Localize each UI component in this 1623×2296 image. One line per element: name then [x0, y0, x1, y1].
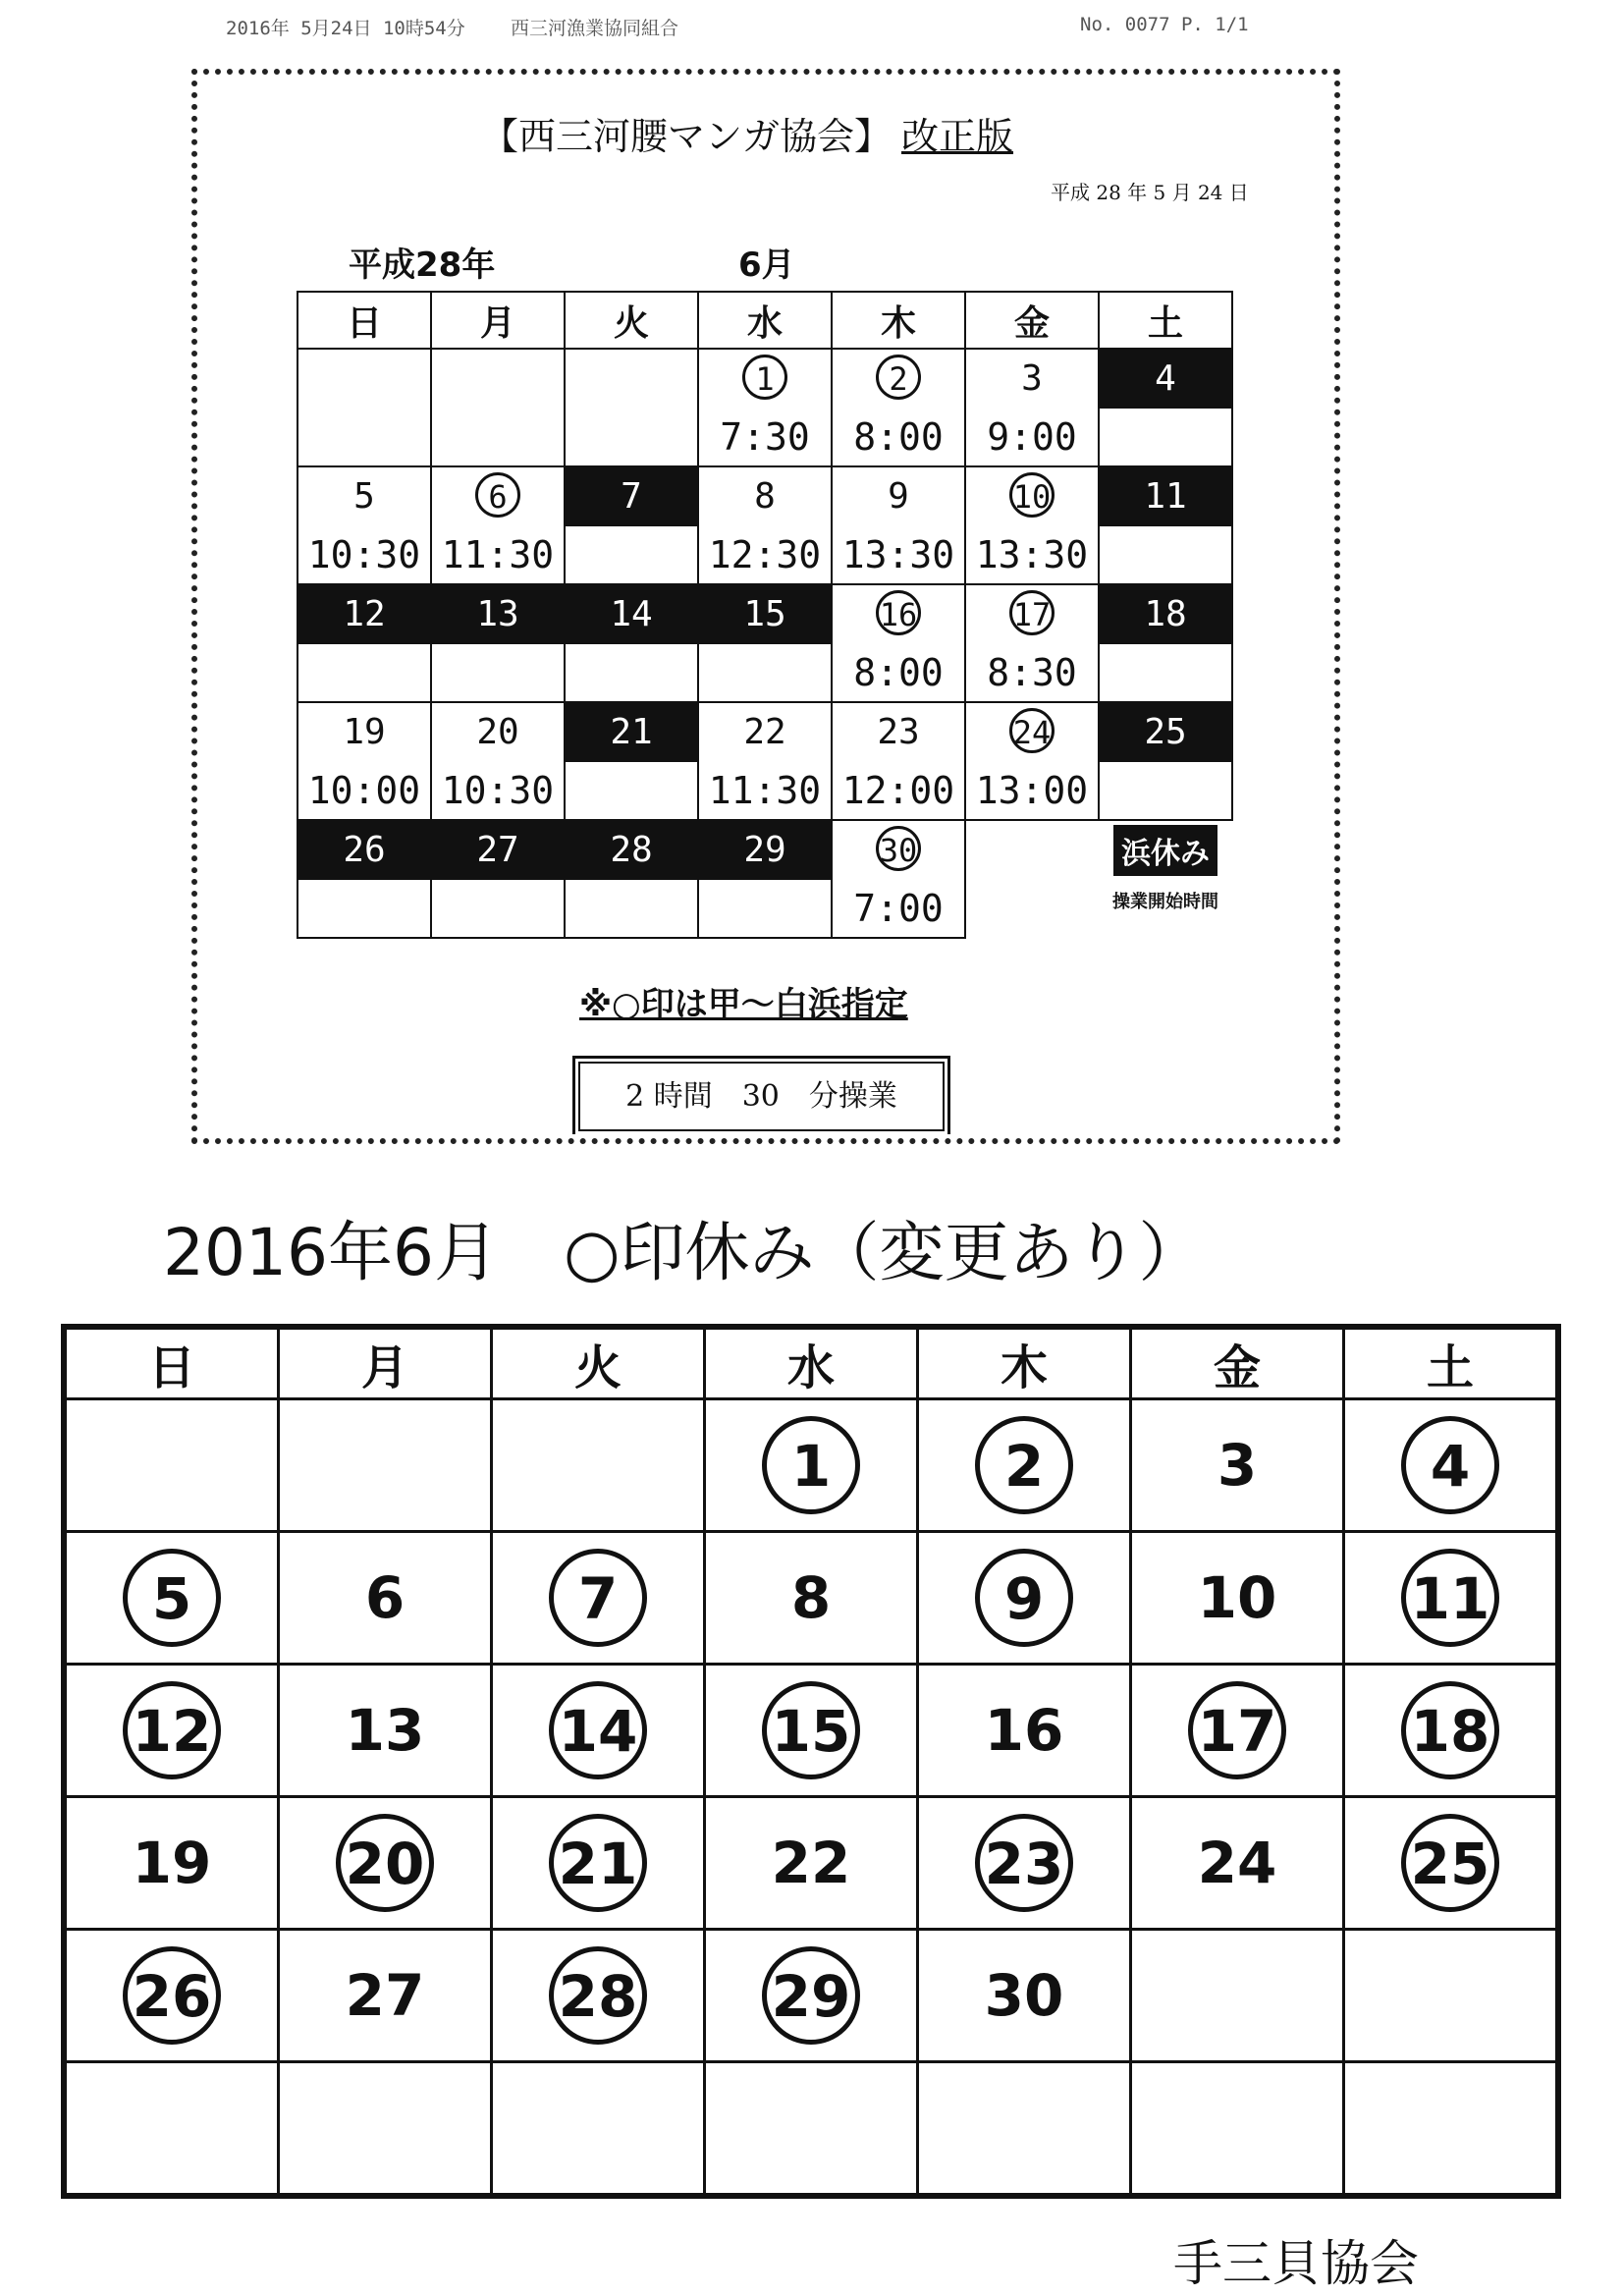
week-row [298, 820, 1232, 938]
start-time: 13:30 [975, 533, 1089, 576]
weekday-header: 土 [1344, 1327, 1559, 1399]
notice-date: 平成 28 年 5 月 24 日 [1051, 181, 1249, 204]
day-cell [705, 1930, 918, 2062]
holiday-calendar [61, 1324, 1561, 2199]
day-number: 27 [432, 821, 564, 880]
start-time [1100, 526, 1231, 583]
holiday-circle: 14 [549, 1681, 647, 1779]
day-cell [492, 1665, 705, 1797]
day-cell [431, 349, 565, 466]
day-cell [698, 349, 832, 466]
start-time [699, 880, 831, 937]
day-number: 4 [1100, 350, 1231, 409]
start-time: 11:30 [708, 769, 822, 812]
association-name: 手三貝協会 [1173, 2235, 1419, 2292]
weekday-header: 水 [705, 1327, 918, 1399]
day-cell [565, 820, 698, 938]
start-time: 7:30 [720, 415, 810, 459]
empty-cell [965, 820, 1099, 938]
start-time [1100, 762, 1231, 819]
start-time [1100, 409, 1231, 465]
day-cell [1344, 1930, 1559, 2062]
day-cell [832, 466, 965, 584]
day-cell [705, 1665, 918, 1797]
day-cell [1131, 1665, 1344, 1797]
day-number: 29 [699, 821, 831, 880]
weekday-header: 火 [565, 292, 698, 349]
notice-title [481, 106, 1013, 160]
start-time [699, 644, 831, 701]
day-cell [1131, 1930, 1344, 2062]
start-time: 8:30 [987, 651, 1077, 694]
day-cell [1344, 1532, 1559, 1665]
day-number: 19 [343, 712, 386, 752]
day-cell [1131, 1797, 1344, 1930]
weekday-header-row [64, 1327, 1558, 1399]
weekday-header: 日 [298, 292, 431, 349]
day-cell [565, 466, 698, 584]
holiday-circle: 26 [123, 1946, 221, 2045]
day-cell [279, 1797, 492, 1930]
start-time: 7:00 [853, 887, 944, 930]
start-time: 13:00 [975, 769, 1089, 812]
day-number: 13 [432, 585, 564, 644]
revision-label: 改正版 [901, 115, 1014, 158]
day-cell [918, 1930, 1131, 2062]
weekday-header: 水 [698, 292, 832, 349]
day-number: 18 [1100, 585, 1231, 644]
start-time [1100, 644, 1231, 701]
day-number [432, 350, 564, 409]
day-cell [565, 584, 698, 702]
day-number: 5 [353, 476, 375, 517]
fax-page-number: No. 0077 P. 1/1 [1080, 14, 1249, 35]
day-number [699, 350, 831, 409]
holiday-circle: 9 [975, 1549, 1073, 1647]
day-number: 21 [566, 703, 697, 762]
day-number: 26 [298, 821, 430, 880]
circled-day: 6 [475, 472, 520, 518]
notice-title-text: 【西三河腰マンガ協会】 [481, 115, 893, 158]
day-cell [1131, 1532, 1344, 1665]
day-cell [832, 702, 965, 820]
day-number: 15 [699, 585, 831, 644]
day-number: 8 [754, 476, 776, 517]
day-number: 9 [888, 476, 909, 517]
weekday-header: 土 [1099, 292, 1232, 349]
day-cell [298, 466, 431, 584]
day-number: 12 [298, 585, 430, 644]
day-cell [832, 584, 965, 702]
day-number [833, 350, 964, 409]
day-cell [965, 702, 1099, 820]
holiday-circle: 15 [762, 1681, 860, 1779]
start-time [566, 644, 697, 701]
circled-day: 2 [876, 355, 921, 400]
day-cell [1131, 1399, 1344, 1532]
day-number [966, 467, 1098, 526]
day-number: 27 [345, 1962, 425, 2029]
day-number: 23 [877, 712, 920, 752]
weekday-header: 木 [832, 292, 965, 349]
day-cell [918, 1399, 1131, 1532]
calendar-title: 2016年6月 ○印休み（変更あり） [163, 1215, 1204, 1290]
day-number: 3 [1021, 358, 1043, 399]
day-cell [64, 1399, 279, 1532]
day-number: 16 [984, 1697, 1064, 1764]
day-number: 22 [743, 712, 786, 752]
day-cell [279, 1399, 492, 1532]
holiday-circle: 29 [762, 1946, 860, 2045]
holiday-circle: 21 [549, 1814, 647, 1912]
holiday-circle: 18 [1401, 1681, 1499, 1779]
day-cell [298, 584, 431, 702]
circled-day: 1 [742, 355, 787, 400]
day-cell [492, 2062, 705, 2197]
day-cell [64, 1797, 279, 1930]
start-time: 8:00 [853, 651, 944, 694]
start-time [566, 762, 697, 819]
day-number [966, 585, 1098, 644]
holiday-circle: 25 [1401, 1814, 1499, 1912]
week-row [64, 1797, 1558, 1930]
day-cell [1344, 1797, 1559, 1930]
day-cell [705, 2062, 918, 2197]
day-cell [64, 2062, 279, 2197]
day-cell [431, 820, 565, 938]
start-time [298, 880, 430, 937]
day-cell [918, 2062, 1131, 2197]
fax-header [0, 14, 1623, 43]
holiday-circle: 7 [549, 1549, 647, 1647]
rest-legend: 浜休み [1113, 825, 1217, 876]
day-cell [431, 466, 565, 584]
day-number [833, 585, 964, 644]
start-time-legend: 操業開始時間 [1112, 892, 1218, 912]
day-cell [705, 1532, 918, 1665]
day-cell [705, 1399, 918, 1532]
start-time: 13:30 [841, 533, 955, 576]
week-row [64, 2062, 1558, 2197]
holiday-circle: 4 [1401, 1416, 1499, 1514]
year-label: 平成28年 [349, 246, 496, 285]
circled-day: 16 [876, 590, 921, 635]
day-cell [918, 1665, 1131, 1797]
circle-note: ※○印は甲～白浜指定 [579, 985, 908, 1024]
holiday-circle: 20 [336, 1814, 434, 1912]
holiday-circle: 17 [1188, 1681, 1286, 1779]
start-time [566, 880, 697, 937]
day-cell [1099, 584, 1232, 702]
month-label: 6月 [738, 246, 795, 285]
week-row [298, 466, 1232, 584]
week-row [64, 1930, 1558, 2062]
day-cell [492, 1399, 705, 1532]
day-cell [492, 1797, 705, 1930]
day-cell [918, 1797, 1131, 1930]
weekday-header: 月 [279, 1327, 492, 1399]
week-row [64, 1665, 1558, 1797]
day-cell [565, 349, 698, 466]
holiday-circle: 12 [123, 1681, 221, 1779]
day-cell [279, 1930, 492, 2062]
day-cell [492, 1930, 705, 2062]
weekday-header: 金 [1131, 1327, 1344, 1399]
day-cell [1344, 1399, 1559, 1532]
week-row [64, 1399, 1558, 1532]
circled-day: 17 [1009, 590, 1055, 635]
operation-duration-box: 2 時間 30 分操業 [572, 1056, 950, 1134]
day-cell [64, 1930, 279, 2062]
start-time [432, 409, 564, 465]
weekday-header: 月 [431, 292, 565, 349]
day-cell [298, 820, 431, 938]
day-number: 3 [1217, 1432, 1258, 1499]
day-number: 11 [1100, 467, 1231, 526]
day-cell [64, 1532, 279, 1665]
day-cell [279, 2062, 492, 2197]
day-cell [1344, 2062, 1559, 2197]
weekday-header: 金 [965, 292, 1099, 349]
day-cell [698, 820, 832, 938]
start-time: 11:30 [441, 533, 555, 576]
day-number: 25 [1100, 703, 1231, 762]
start-time [566, 526, 697, 583]
week-row [64, 1532, 1558, 1665]
holiday-circle: 5 [123, 1549, 221, 1647]
holiday-circle: 28 [549, 1946, 647, 2045]
day-cell [431, 584, 565, 702]
start-time: 12:00 [841, 769, 955, 812]
day-number [966, 703, 1098, 762]
day-cell [832, 349, 965, 466]
day-number: 24 [1197, 1830, 1277, 1896]
day-cell [279, 1665, 492, 1797]
day-number [833, 821, 964, 880]
day-cell [298, 702, 431, 820]
day-number [566, 350, 697, 409]
start-time [432, 880, 564, 937]
circled-day: 10 [1009, 472, 1055, 518]
start-time [298, 644, 430, 701]
day-cell [279, 1532, 492, 1665]
holiday-circle: 1 [762, 1416, 860, 1514]
day-cell [565, 702, 698, 820]
start-time: 9:00 [987, 415, 1077, 459]
operation-calendar [297, 291, 1233, 939]
day-number: 10 [1197, 1564, 1277, 1631]
holiday-circle: 2 [975, 1416, 1073, 1514]
day-number: 14 [566, 585, 697, 644]
day-number: 22 [771, 1830, 851, 1896]
legend-cell [1099, 820, 1232, 938]
circled-day: 24 [1009, 708, 1055, 753]
day-number: 30 [984, 1962, 1064, 2029]
week-row [298, 702, 1232, 820]
start-time: 12:30 [708, 533, 822, 576]
day-number: 6 [364, 1564, 406, 1631]
fax-sender: 西三河漁業協同組合 [511, 18, 679, 39]
circled-day: 30 [876, 826, 921, 871]
weekday-header-row [298, 292, 1232, 349]
weekday-header: 火 [492, 1327, 705, 1399]
day-number: 19 [132, 1830, 212, 1896]
day-number: 20 [476, 712, 519, 752]
day-cell [832, 820, 965, 938]
fax-timestamp: 2016年 5月24日 10時54分 [226, 18, 465, 39]
day-cell [698, 702, 832, 820]
day-cell [1099, 349, 1232, 466]
day-cell [698, 584, 832, 702]
day-number: 7 [566, 467, 697, 526]
weekday-header: 日 [64, 1327, 279, 1399]
day-cell [431, 702, 565, 820]
day-cell [965, 466, 1099, 584]
day-number: 8 [790, 1564, 832, 1631]
holiday-circle: 11 [1401, 1549, 1499, 1647]
start-time: 8:00 [853, 415, 944, 459]
start-time: 10:00 [307, 769, 421, 812]
start-time: 10:30 [441, 769, 555, 812]
start-time [298, 409, 430, 465]
day-cell [698, 466, 832, 584]
day-cell [965, 584, 1099, 702]
day-cell [492, 1532, 705, 1665]
day-cell [1099, 466, 1232, 584]
holiday-circle: 23 [975, 1814, 1073, 1912]
day-number: 28 [566, 821, 697, 880]
week-row [298, 349, 1232, 466]
day-number: 13 [345, 1697, 425, 1764]
day-cell [1344, 1665, 1559, 1797]
start-time: 10:30 [307, 533, 421, 576]
day-cell [705, 1797, 918, 1930]
day-cell [965, 349, 1099, 466]
day-cell [1099, 702, 1232, 820]
week-row [298, 584, 1232, 702]
start-time [566, 409, 697, 465]
day-number [432, 467, 564, 526]
day-cell [1131, 2062, 1344, 2197]
day-cell [298, 349, 431, 466]
day-cell [918, 1532, 1131, 1665]
day-number [298, 350, 430, 409]
start-time [432, 644, 564, 701]
weekday-header: 木 [918, 1327, 1131, 1399]
day-cell [64, 1665, 279, 1797]
